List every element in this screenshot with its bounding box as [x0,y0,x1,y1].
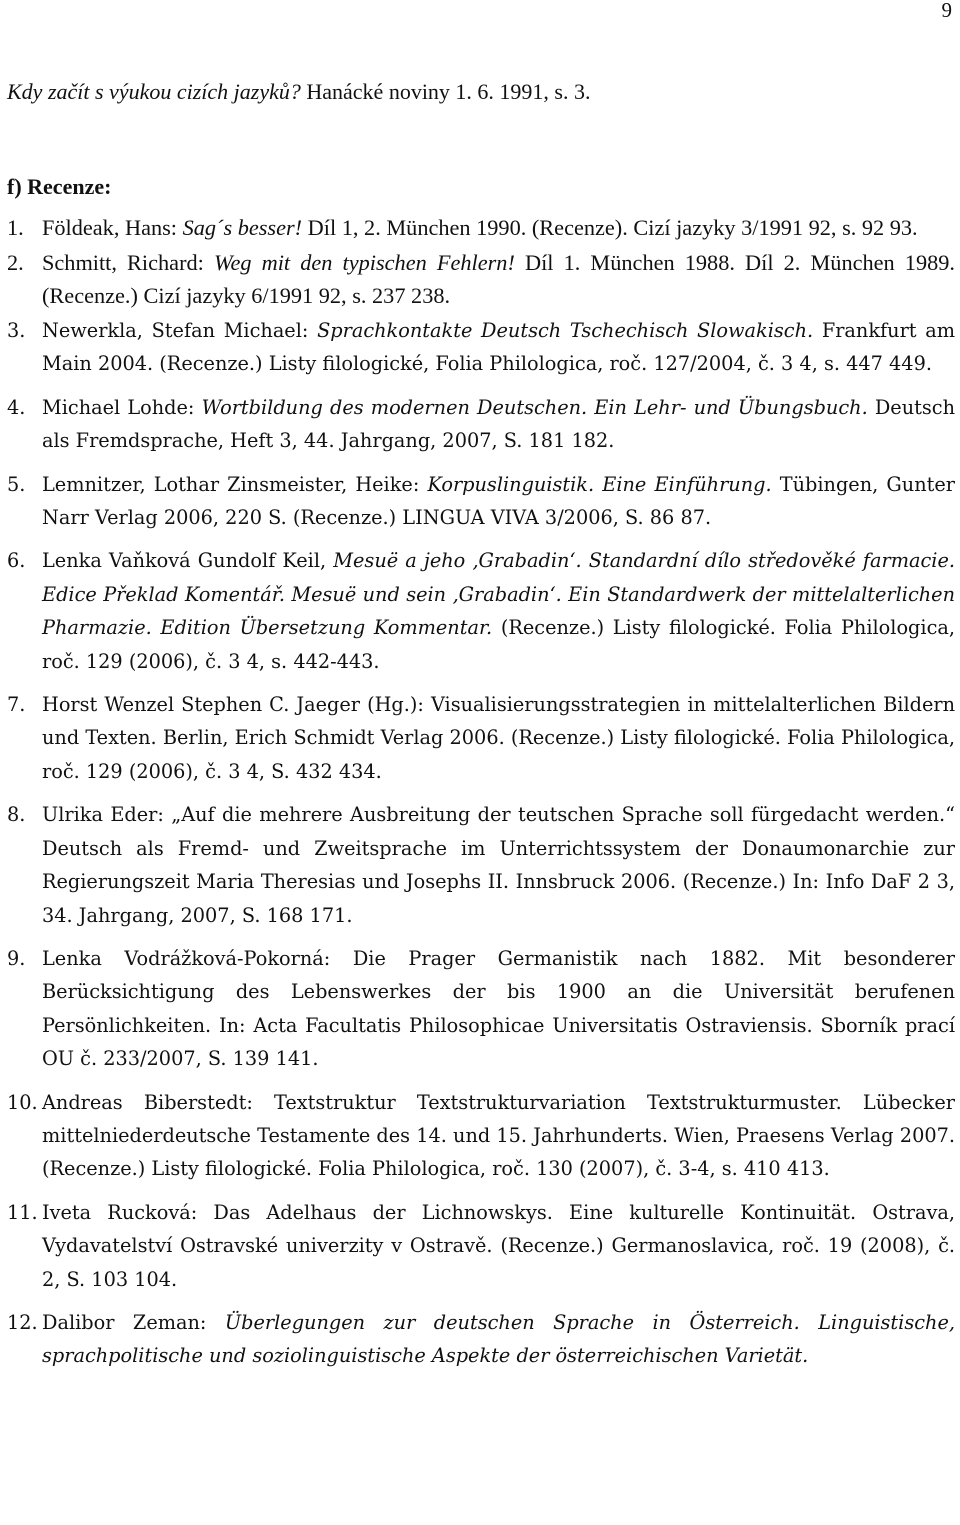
entry-italic-title: Sprachkontakte Deutsch Tschechisch Slowakisch. [317,319,814,342]
intro-rest: Hanácké noviny 1. 6. 1991, s. 3. [300,79,591,104]
review-entry [7,314,955,381]
entry-number: 11. [7,1200,38,1224]
entry-text: Andreas Biberstedt: Textstruktur Textstrukturvariation Textstrukturmuster. Lübecker mittelniederdeutsche Testamente des 14. und 15. Jahrhunderts. Wien, Praesens Verlag 2007. (Recenze.) Listy filologické. Folia Philologica, roč. 130 (2007), č. 3-4, s. 410 413. [42,1090,955,1181]
entry-number: 1. [7,215,24,240]
entry-number: 9. [7,946,26,970]
entry-italic-title: Überlegungen zur deutschen Sprache in Österreich. Linguistische, sprachpolitische und soziolinguistische Aspekte der österreichischen Varietät. [42,1310,955,1368]
entry-number: 4. [7,395,26,419]
entry-text: Iveta Rucková: Das Adelhaus der Lichnowskys. Eine kulturelle Kontinuität. Ostrava, Vydavatelství Ostravské univerzity v Ostravě. (Recenze.) Germanoslavica, roč. 19 (2008), č. 2, S. 103 104. [42,1200,955,1291]
review-entry [7,942,955,1076]
reviews-list [7,211,955,1383]
entry-italic-title: Wortbildung des modernen Deutschen. Ein Lehr- und Übungsbuch. [201,395,868,419]
page-number: 9 [941,0,952,22]
entry-text: Földeak, Hans: [42,215,183,240]
entry-italic-title: Mesuë a jeho ‚Grabadin‘. Standardní dílo středověké farmacie. Edice Překlad Komentář. Mesuë und sein ‚Grabadin‘. Ein Standardwerk der mittelalterlichen Pharmazie. Edition Übersetzung Kommentar. [42,549,955,640]
intro-line [7,76,952,108]
entry-text: Lenka Vaňková Gundolf Keil, [42,549,334,573]
review-entry [7,211,955,244]
review-entry [7,468,955,535]
review-entry [7,1196,955,1296]
entry-number: 10. [7,1090,38,1114]
entry-text: Deutsch als Fremdsprache, Heft 3, 44. Jahrgang, 2007, S. 181 182. [42,395,955,453]
entry-number: 5. [7,472,26,496]
intro-title: Kdy začít s výukou cizích jazyků? [7,79,301,104]
entry-italic-title: Korpuslinguistik. Eine Einführung. [427,472,772,496]
entry-italic-title: Sag´s besser! [182,215,303,240]
entry-text: Lemnitzer, Lothar Zinsmeister, Heike: [42,472,428,496]
entry-number: 8. [7,803,26,827]
review-entry [7,1086,955,1186]
entry-text: Ulrika Eder: „Auf die mehrere Ausbreitung der teutschen Sprache soll fürgedacht werden.“ Deutsch als Fremd- und Zweitsprache im Unterrichtssystem der Donaumonarchie zur Regierungszeit Maria Theresias und Josephs II. Innsbruck 2006. (Recenze.) In: Info DaF 2 3, 34. Jahrgang, 2007, S. 168 171. [42,803,955,927]
entry-number: 7. [7,693,26,717]
review-entry [7,798,955,932]
entry-number: 3. [7,319,26,342]
entry-text: Díl 1. München 1988. Díl 2. München 1989. (Recenze.) Cizí jazyky 6/1991 92, s. 237 238. [42,250,955,308]
entry-italic-title: Weg mit den typischen Fehlern! [213,250,515,275]
entry-text: Michael Lohde: [42,395,202,419]
entry-text: Díl 1, 2. München 1990. (Recenze). Cizí jazyky 3/1991 92, s. 92 93. [302,215,918,240]
entry-number: 12. [7,1310,38,1334]
entry-text: Frankfurt am Main 2004. (Recenze.) Listy filologické, Folia Philologica, roč. 127/2004, č. 3 4, s. 447 449. [42,319,955,376]
entry-text: Horst Wenzel Stephen C. Jaeger (Hg.): Visualisierungsstrategien in mittelalterlichen Bildern und Texten. Berlin, Erich Schmidt Verlag 2006. (Recenze.) Listy filologické. Folia Philologica, roč. 129 (2006), č. 3 4, S. 432 434. [42,693,955,783]
review-entry [7,544,955,678]
entry-number: 6. [7,549,26,573]
entry-number: 2. [7,250,24,275]
entry-text: Tübingen, Gunter Narr Verlag 2006, 220 S. (Recenze.) LINGUA VIVA 3/2006, S. 86 87. [42,472,955,530]
entry-text: Dalibor Zeman: [42,1310,225,1334]
review-entry [7,1306,955,1373]
review-entry [7,688,955,788]
section-heading: f) Recenze: [7,174,112,199]
entry-text: Schmitt, Richard: [42,250,214,275]
review-entry [7,391,955,458]
review-entry [7,246,955,312]
entry-text: Lenka Vodrážková-Pokorná: Die Prager Germanistik nach 1882. Mit besonderer Berücksichtigung des Lebenswerkes der bis 1900 an die Universität berufenen Persönlichkeiten. In: Acta Facultatis Philosophicae Universitatis Ostraviensis. Sborník prací OU č. 233/2007, S. 139 141. [42,946,955,1071]
entry-text: Newerkla, Stefan Michael: [42,319,318,342]
entry-text: (Recenze.) Listy filologické. Folia Philologica, roč. 129 (2006), č. 3 4, s. 442-443. [42,616,955,673]
